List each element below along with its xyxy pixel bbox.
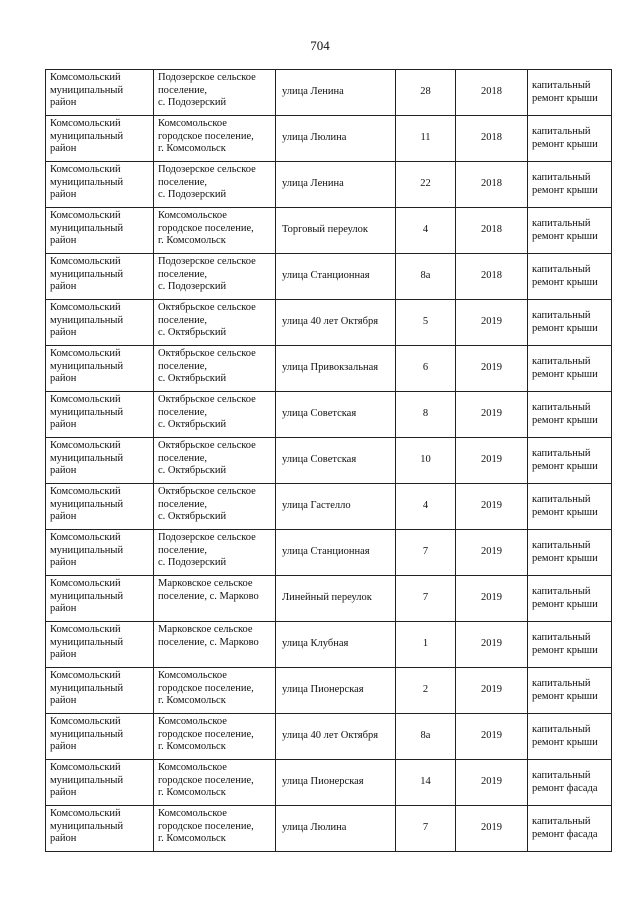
house-number-cell xyxy=(396,530,456,576)
district-cell-text: Комсомольский муниципальный район xyxy=(50,302,124,338)
work-type-cell-text: капитальный ремонт крыши xyxy=(532,172,598,196)
work-type-cell xyxy=(528,714,612,760)
settlement-cell xyxy=(154,300,276,346)
settlement-cell xyxy=(154,70,276,116)
year-cell xyxy=(456,70,528,116)
district-cell xyxy=(46,208,154,254)
settlement-cell xyxy=(154,668,276,714)
work-type-cell-text: капитальный ремонт крыши xyxy=(532,310,598,334)
settlement-cell xyxy=(154,576,276,622)
settlement-cell xyxy=(154,162,276,208)
district-cell-text: Комсомольский муниципальный район xyxy=(50,808,124,844)
settlement-cell xyxy=(154,208,276,254)
table-row xyxy=(46,576,612,622)
table-row xyxy=(46,300,612,346)
work-type-cell xyxy=(528,622,612,668)
work-type-cell-text: капитальный ремонт фасада xyxy=(532,770,598,794)
house-number-cell-text: 8а xyxy=(420,730,431,742)
district-cell xyxy=(46,162,154,208)
table-row xyxy=(46,622,612,668)
work-type-cell xyxy=(528,760,612,806)
year-cell xyxy=(456,760,528,806)
street-cell xyxy=(276,438,396,484)
settlement-cell xyxy=(154,530,276,576)
settlement-cell-text: Марковское сельское поселение, с. Марково xyxy=(158,624,259,648)
settlement-cell-text: Комсомольское городское поселение, г. Комсомольск xyxy=(158,670,254,706)
house-number-cell-text: 8а xyxy=(420,270,431,282)
street-cell-text: улица 40 лет Октября xyxy=(282,730,379,742)
house-number-cell xyxy=(396,392,456,438)
work-type-cell-text: капитальный ремонт крыши xyxy=(532,264,598,288)
settlement-cell-text: Октябрьское сельское поселение, с. Октябрьский xyxy=(158,394,256,430)
year-cell xyxy=(456,438,528,484)
house-number-cell-text: 4 xyxy=(422,224,429,236)
street-cell-text: улица Ленина xyxy=(282,178,344,190)
district-cell-text: Комсомольский муниципальный район xyxy=(50,486,124,522)
year-cell xyxy=(456,530,528,576)
district-cell-text: Комсомольский муниципальный район xyxy=(50,348,124,384)
district-cell-text: Комсомольский муниципальный район xyxy=(50,624,124,660)
district-cell-text: Комсомольский муниципальный район xyxy=(50,670,124,706)
table-row xyxy=(46,208,612,254)
settlement-cell xyxy=(154,484,276,530)
street-cell xyxy=(276,162,396,208)
year-cell-text: 2018 xyxy=(481,86,502,98)
house-number-cell xyxy=(396,162,456,208)
settlement-cell-text: Октябрьское сельское поселение, с. Октябрьский xyxy=(158,486,256,522)
settlement-cell xyxy=(154,346,276,392)
table-row xyxy=(46,254,612,300)
year-cell xyxy=(456,668,528,714)
work-type-cell-text: капитальный ремонт крыши xyxy=(532,632,598,656)
year-cell-text: 2019 xyxy=(481,316,502,328)
district-cell-text: Комсомольский муниципальный район xyxy=(50,578,124,614)
year-cell-text: 2019 xyxy=(481,638,502,650)
district-cell xyxy=(46,530,154,576)
settlement-cell-text: Комсомольское городское поселение, г. Комсомольск xyxy=(158,762,254,798)
house-number-cell xyxy=(396,714,456,760)
repair-schedule-table xyxy=(45,69,612,852)
work-type-cell xyxy=(528,116,612,162)
work-type-cell-text: капитальный ремонт крыши xyxy=(532,586,598,610)
work-type-cell-text: капитальный ремонт фасада xyxy=(532,816,598,840)
district-cell-text: Комсомольский муниципальный район xyxy=(50,394,124,430)
street-cell xyxy=(276,760,396,806)
district-cell xyxy=(46,760,154,806)
work-type-cell-text: капитальный ремонт крыши xyxy=(532,402,598,426)
district-cell xyxy=(46,346,154,392)
year-cell-text: 2018 xyxy=(481,178,502,190)
house-number-cell xyxy=(396,70,456,116)
district-cell xyxy=(46,714,154,760)
house-number-cell-text: 1 xyxy=(422,638,429,650)
street-cell-text: улица Советская xyxy=(282,454,357,466)
table-row xyxy=(46,70,612,116)
table-row xyxy=(46,760,612,806)
street-cell-text: улица Клубная xyxy=(282,638,349,650)
year-cell-text: 2019 xyxy=(481,454,502,466)
year-cell xyxy=(456,254,528,300)
street-cell-text: улица Привокзальная xyxy=(282,362,379,374)
year-cell-text: 2018 xyxy=(481,270,502,282)
house-number-cell xyxy=(396,116,456,162)
house-number-cell-text: 2 xyxy=(422,684,429,696)
settlement-cell xyxy=(154,438,276,484)
street-cell-text: улица Станционная xyxy=(282,546,370,558)
street-cell-text: улица Ленина xyxy=(282,86,344,98)
year-cell-text: 2019 xyxy=(481,362,502,374)
house-number-cell-text: 4 xyxy=(422,500,429,512)
district-cell xyxy=(46,576,154,622)
year-cell xyxy=(456,484,528,530)
table-row xyxy=(46,714,612,760)
house-number-cell-text: 14 xyxy=(420,776,431,788)
settlement-cell xyxy=(154,806,276,852)
settlement-cell-text: Комсомольское городское поселение, г. Комсомольск xyxy=(158,210,254,246)
table-row xyxy=(46,346,612,392)
district-cell-text: Комсомольский муниципальный район xyxy=(50,762,124,798)
street-cell-text: улица Пионерская xyxy=(282,776,364,788)
street-cell xyxy=(276,714,396,760)
year-cell-text: 2019 xyxy=(481,684,502,696)
district-cell xyxy=(46,484,154,530)
work-type-cell-text: капитальный ремонт крыши xyxy=(532,218,598,242)
table-row xyxy=(46,162,612,208)
street-cell-text: улица 40 лет Октября xyxy=(282,316,379,328)
district-cell xyxy=(46,254,154,300)
house-number-cell-text: 8 xyxy=(422,408,429,420)
district-cell xyxy=(46,668,154,714)
street-cell xyxy=(276,208,396,254)
house-number-cell xyxy=(396,300,456,346)
work-type-cell xyxy=(528,346,612,392)
table-body xyxy=(46,70,612,852)
work-type-cell xyxy=(528,806,612,852)
settlement-cell-text: Комсомольское городское поселение, г. Комсомольск xyxy=(158,716,254,752)
street-cell xyxy=(276,622,396,668)
street-cell-text: улица Станционная xyxy=(282,270,370,282)
settlement-cell-text: Комсомольское городское поселение, г. Комсомольск xyxy=(158,118,254,154)
year-cell xyxy=(456,300,528,346)
street-cell-text: Торговый переулок xyxy=(282,224,368,236)
street-cell xyxy=(276,806,396,852)
house-number-cell-text: 10 xyxy=(420,454,431,466)
year-cell-text: 2019 xyxy=(481,822,502,834)
settlement-cell xyxy=(154,254,276,300)
street-cell xyxy=(276,116,396,162)
street-cell-text: улица Люлина xyxy=(282,822,347,834)
house-number-cell xyxy=(396,576,456,622)
district-cell-text: Комсомольский муниципальный район xyxy=(50,210,124,246)
settlement-cell-text: Подозерское сельское поселение, с. Подозерский xyxy=(158,256,256,292)
work-type-cell xyxy=(528,530,612,576)
district-cell xyxy=(46,116,154,162)
house-number-cell xyxy=(396,484,456,530)
street-cell xyxy=(276,392,396,438)
street-cell xyxy=(276,346,396,392)
work-type-cell xyxy=(528,70,612,116)
house-number-cell xyxy=(396,806,456,852)
district-cell xyxy=(46,806,154,852)
street-cell-text: улица Люлина xyxy=(282,132,347,144)
district-cell-text: Комсомольский муниципальный район xyxy=(50,164,124,200)
street-cell xyxy=(276,300,396,346)
work-type-cell xyxy=(528,576,612,622)
street-cell-text: улица Гастелло xyxy=(282,500,351,512)
table-row xyxy=(46,484,612,530)
house-number-cell xyxy=(396,254,456,300)
year-cell-text: 2019 xyxy=(481,408,502,420)
street-cell xyxy=(276,484,396,530)
settlement-cell-text: Подозерское сельское поселение, с. Подозерский xyxy=(158,164,256,200)
year-cell xyxy=(456,576,528,622)
district-cell-text: Комсомольский муниципальный район xyxy=(50,532,124,568)
settlement-cell-text: Подозерское сельское поселение, с. Подозерский xyxy=(158,72,256,108)
work-type-cell-text: капитальный ремонт крыши xyxy=(532,494,598,518)
house-number-cell-text: 5 xyxy=(422,316,429,328)
district-cell-text: Комсомольский муниципальный район xyxy=(50,716,124,752)
settlement-cell-text: Октябрьское сельское поселение, с. Октябрьский xyxy=(158,302,256,338)
year-cell-text: 2018 xyxy=(481,224,502,236)
year-cell xyxy=(456,116,528,162)
house-number-cell xyxy=(396,622,456,668)
work-type-cell-text: капитальный ремонт крыши xyxy=(532,356,598,380)
district-cell xyxy=(46,70,154,116)
year-cell-text: 2019 xyxy=(481,500,502,512)
settlement-cell-text: Подозерское сельское поселение, с. Подозерский xyxy=(158,532,256,568)
street-cell-text: Линейный переулок xyxy=(282,592,372,604)
district-cell xyxy=(46,622,154,668)
house-number-cell-text: 7 xyxy=(422,546,429,558)
street-cell-text: улица Пионерская xyxy=(282,684,364,696)
district-cell-text: Комсомольский муниципальный район xyxy=(50,256,124,292)
street-cell xyxy=(276,530,396,576)
table-row xyxy=(46,438,612,484)
house-number-cell xyxy=(396,346,456,392)
year-cell xyxy=(456,806,528,852)
work-type-cell-text: капитальный ремонт крыши xyxy=(532,678,598,702)
street-cell xyxy=(276,668,396,714)
street-cell-text: улица Советская xyxy=(282,408,357,420)
table-row xyxy=(46,392,612,438)
year-cell xyxy=(456,208,528,254)
street-cell xyxy=(276,254,396,300)
house-number-cell-text: 11 xyxy=(420,132,431,144)
year-cell xyxy=(456,162,528,208)
work-type-cell xyxy=(528,254,612,300)
settlement-cell-text: Комсомольское городское поселение, г. Комсомольск xyxy=(158,808,254,844)
settlement-cell xyxy=(154,116,276,162)
house-number-cell-text: 28 xyxy=(420,86,431,98)
settlement-cell-text: Октябрьское сельское поселение, с. Октябрьский xyxy=(158,440,256,476)
house-number-cell-text: 6 xyxy=(422,362,429,374)
year-cell-text: 2019 xyxy=(481,546,502,558)
year-cell xyxy=(456,346,528,392)
work-type-cell-text: капитальный ремонт крыши xyxy=(532,724,598,748)
house-number-cell xyxy=(396,208,456,254)
work-type-cell xyxy=(528,484,612,530)
table-row xyxy=(46,806,612,852)
house-number-cell-text: 22 xyxy=(420,178,431,190)
district-cell-text: Комсомольский муниципальный район xyxy=(50,118,124,154)
street-cell xyxy=(276,576,396,622)
work-type-cell xyxy=(528,668,612,714)
page-number: 704 xyxy=(310,38,330,53)
district-cell-text: Комсомольский муниципальный район xyxy=(50,72,124,108)
house-number-cell xyxy=(396,438,456,484)
year-cell xyxy=(456,392,528,438)
year-cell-text: 2019 xyxy=(481,730,502,742)
table-row xyxy=(46,668,612,714)
district-cell xyxy=(46,438,154,484)
house-number-cell-text: 7 xyxy=(422,822,429,834)
settlement-cell xyxy=(154,714,276,760)
district-cell-text: Комсомольский муниципальный район xyxy=(50,440,124,476)
year-cell-text: 2018 xyxy=(481,132,502,144)
settlement-cell xyxy=(154,392,276,438)
house-number-cell xyxy=(396,760,456,806)
year-cell-text: 2019 xyxy=(481,592,502,604)
street-cell xyxy=(276,70,396,116)
work-type-cell-text: капитальный ремонт крыши xyxy=(532,126,598,150)
year-cell-text: 2019 xyxy=(481,776,502,788)
work-type-cell xyxy=(528,208,612,254)
settlement-cell xyxy=(154,622,276,668)
work-type-cell-text: капитальный ремонт крыши xyxy=(532,80,598,104)
work-type-cell-text: капитальный ремонт крыши xyxy=(532,448,598,472)
settlement-cell-text: Октябрьское сельское поселение, с. Октябрьский xyxy=(158,348,256,384)
settlement-cell-text: Марковское сельское поселение, с. Марково xyxy=(158,578,259,602)
settlement-cell xyxy=(154,760,276,806)
table-row xyxy=(46,116,612,162)
work-type-cell xyxy=(528,438,612,484)
work-type-cell xyxy=(528,162,612,208)
work-type-cell-text: капитальный ремонт крыши xyxy=(532,540,598,564)
work-type-cell xyxy=(528,300,612,346)
district-cell xyxy=(46,300,154,346)
work-type-cell xyxy=(528,392,612,438)
table-row xyxy=(46,530,612,576)
house-number-cell-text: 7 xyxy=(422,592,429,604)
house-number-cell xyxy=(396,668,456,714)
year-cell xyxy=(456,714,528,760)
district-cell xyxy=(46,392,154,438)
year-cell xyxy=(456,622,528,668)
